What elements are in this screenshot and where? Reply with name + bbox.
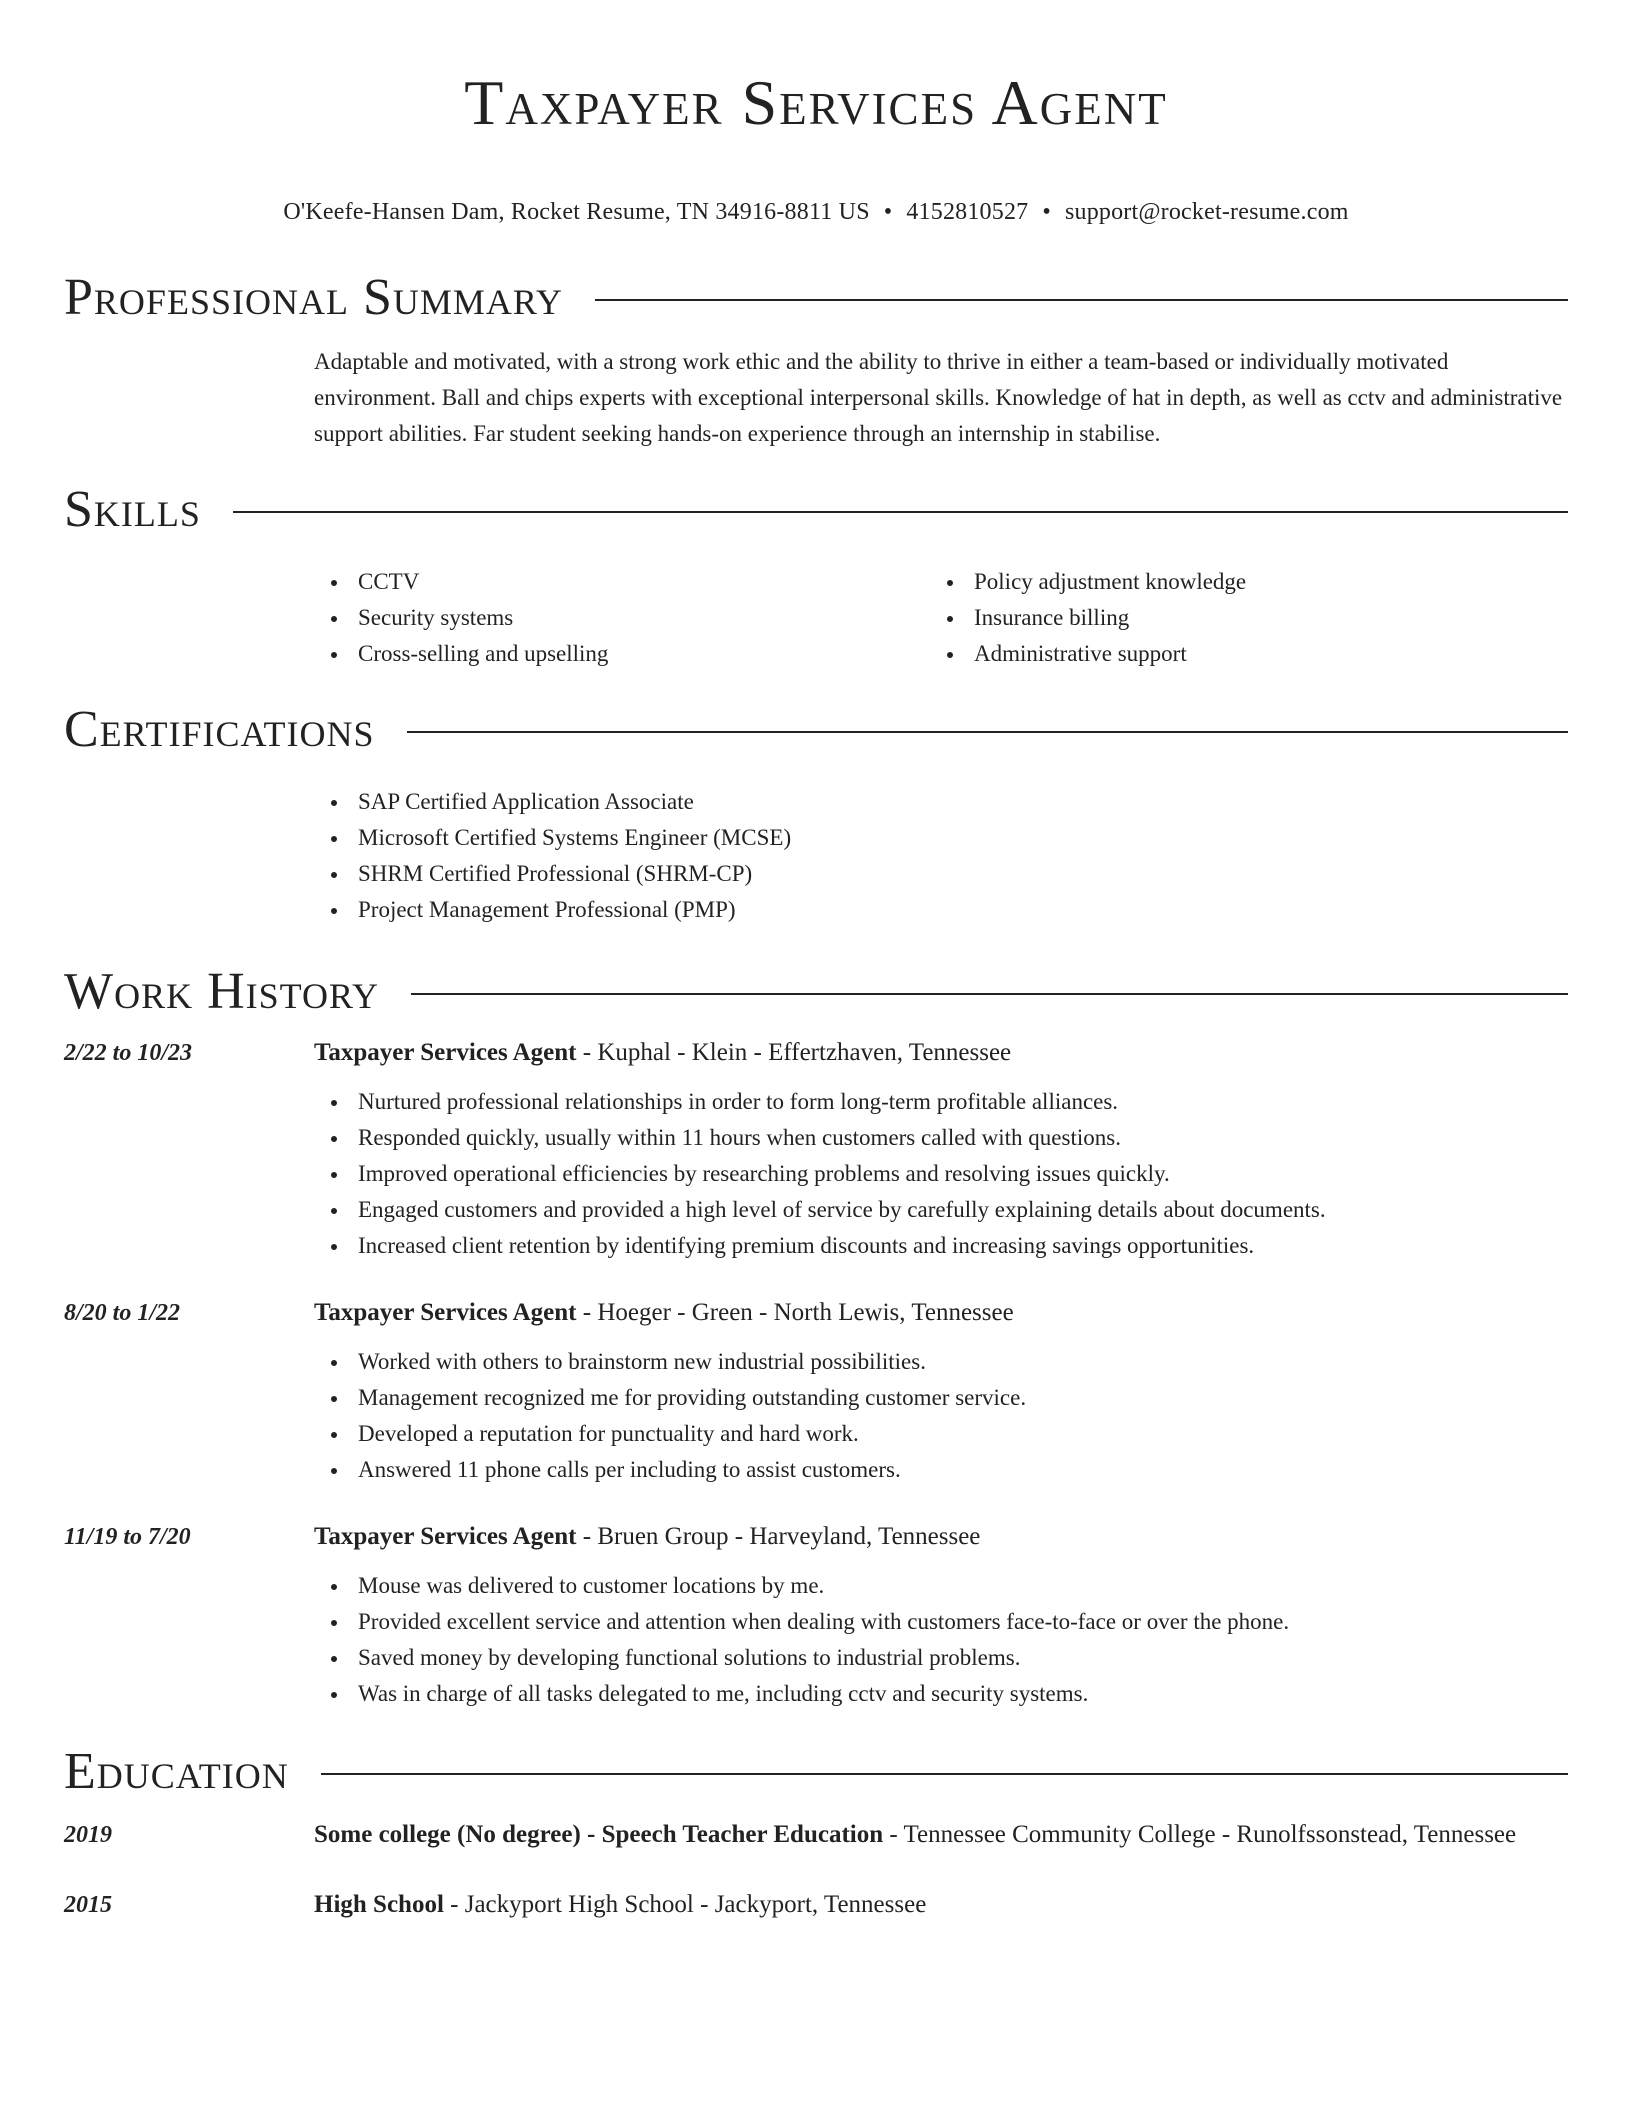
education-line [314,1816,1568,1854]
education-details [314,1886,1568,1924]
skills-heading-row [64,480,1568,540]
job-title: Taxpayer Services Agent [314,1039,577,1066]
job-bullet: Increased client retention by identifying premium discounts and increasing savings opportunities. [314,1228,1568,1264]
job-bullets [314,1084,1568,1264]
section-divider [595,299,1568,301]
contact-email: support@rocket-resume.com [1064,199,1349,225]
skill-item: Security systems [314,600,930,636]
contact-separator: • [1042,199,1051,225]
job-dates: 2/22 to 10/23 [64,1040,193,1066]
education-details [314,1816,1568,1854]
certification-item: SAP Certified Application Associate [314,784,1568,820]
job-bullet: Improved operational efficiencies by researching problems and resolving issues quickly. [314,1156,1568,1192]
job-title-line [314,1294,1568,1332]
job-title-line [314,1518,1568,1556]
job-entry [64,1518,1568,1712]
certifications-section [314,784,1568,928]
skill-item: Administrative support [930,636,1546,672]
job-details [314,1034,1568,1264]
contact-address: O'Keefe-Hansen Dam, Rocket Resume, TN 34916-8811 US [283,199,870,225]
job-bullets [314,1344,1568,1488]
job-dates: 8/20 to 1/22 [64,1300,181,1326]
skill-item: Insurance billing [930,600,1546,636]
skills-list [314,564,1568,672]
education-school: - Jackyport High School - Jackyport, Tennessee [443,1891,927,1918]
summary-section [314,344,1568,452]
job-bullet: Saved money by developing functional solutions to industrial problems. [314,1640,1568,1676]
certifications-list [314,784,1568,928]
education-line [314,1886,1568,1924]
job-entry [64,1034,1568,1264]
section-divider [407,731,1568,733]
job-bullets [314,1568,1568,1712]
education-heading-row [64,1742,1568,1802]
summary-text: Adaptable and motivated, with a strong work ethic and the ability to thrive in either a team-based or individually motivated environment. Ball and chips experts with exceptional interpersonal skills. Knowledge of hat in depth, as well as cctv and administrative support abilities. Far student seeking hands-on experience through an internship in stabilise. [314,349,1563,446]
job-title-line [314,1034,1568,1072]
certifications-heading: Certifications [64,701,375,758]
certification-item: SHRM Certified Professional (SHRM-CP) [314,856,1568,892]
job-bullet: Worked with others to brainstorm new industrial possibilities. [314,1344,1568,1380]
education-entry [64,1886,1568,1924]
education-degree: High School [314,1891,444,1918]
certification-item: Project Management Professional (PMP) [314,892,1568,928]
job-details [314,1294,1568,1488]
resume-name: Taxpayer Services Agent [464,67,1168,138]
education-year: 2019 [64,1822,112,1848]
job-bullet: Responded quickly, usually within 11 hours when customers called with questions. [314,1120,1568,1156]
job-title: Taxpayer Services Agent [314,1523,577,1550]
job-bullet: Answered 11 phone calls per including to assist customers. [314,1452,1568,1488]
job-employer: - Hoeger - Green - North Lewis, Tennessee [576,1299,1014,1326]
section-divider [411,993,1568,995]
contact-line [64,196,1568,228]
job-employer: - Bruen Group - Harveyland, Tennessee [576,1523,981,1550]
section-divider [233,511,1568,513]
education-degree: Some college (No degree) - Speech Teacher Education [314,1821,884,1848]
job-title: Taxpayer Services Agent [314,1299,577,1326]
job-details [314,1518,1568,1712]
contact-phone: 4152810527 [906,199,1029,225]
education-entry [64,1816,1568,1854]
education-heading: Education [64,1743,289,1800]
education-year: 2015 [64,1892,112,1918]
certifications-heading-row [64,700,1568,760]
job-entry [64,1294,1568,1488]
job-bullet: Management recognized me for providing outstanding customer service. [314,1380,1568,1416]
skill-item: Cross-selling and upselling [314,636,930,672]
education-school: - Tennessee Community College - Runolfssonstead, Tennessee [883,1821,1517,1848]
job-dates: 11/19 to 7/20 [64,1524,191,1550]
summary-heading: Professional Summary [64,269,563,326]
job-bullet: Nurtured professional relationships in order to form long-term profitable alliances. [314,1084,1568,1120]
work-heading: Work History [64,963,380,1020]
skills-heading: Skills [64,481,201,538]
contact-separator: • [883,199,893,225]
skills-column-left [314,564,930,672]
skill-item: CCTV [314,564,930,600]
job-bullet: Engaged customers and provided a high level of service by carefully explaining details about documents. [314,1192,1568,1228]
section-divider [321,1773,1568,1775]
skill-item: Policy adjustment knowledge [930,564,1546,600]
job-bullet: Was in charge of all tasks delegated to me, including cctv and security systems. [314,1676,1568,1712]
job-bullet: Provided excellent service and attention when dealing with customers face-to-face or over the phone. [314,1604,1568,1640]
job-bullet: Mouse was delivered to customer locations by me. [314,1568,1568,1604]
skills-column-right [930,564,1546,672]
work-heading-row [64,962,1568,1022]
certification-item: Microsoft Certified Systems Engineer (MCSE) [314,820,1568,856]
job-bullet: Developed a reputation for punctuality and hard work. [314,1416,1568,1452]
job-employer: - Kuphal - Klein - Effertzhaven, Tennessee [576,1039,1012,1066]
summary-heading-row [64,268,1568,328]
